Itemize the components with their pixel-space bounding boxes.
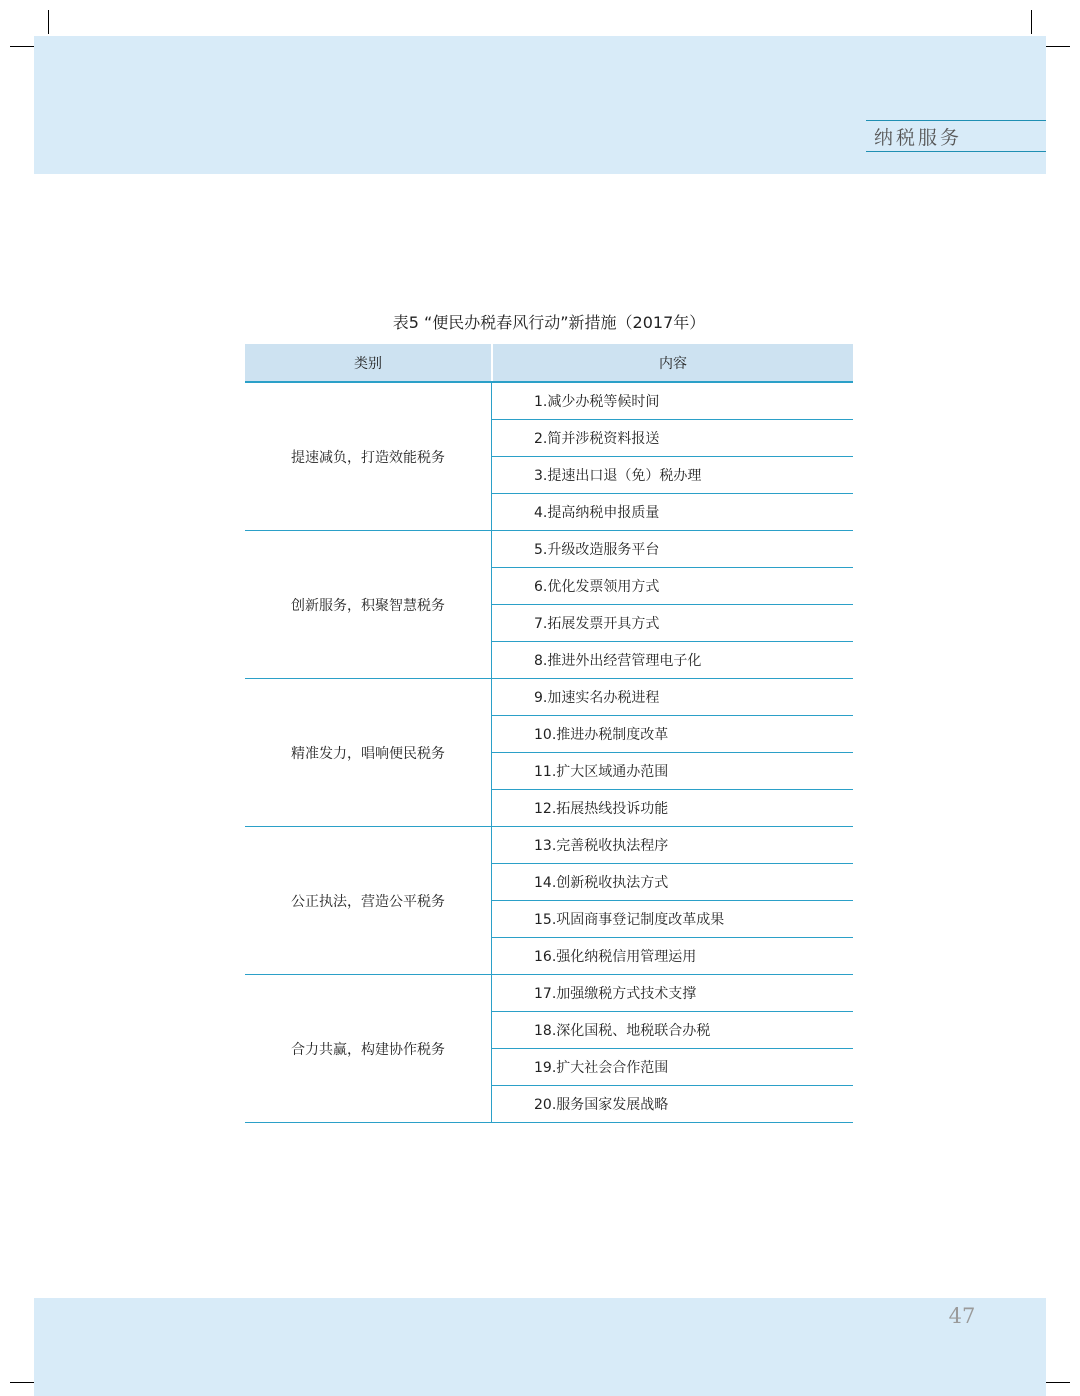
header-content: 内容 xyxy=(659,355,687,372)
crop-mark xyxy=(48,10,49,34)
content-list xyxy=(492,827,853,974)
page-number: 47 xyxy=(948,1304,976,1328)
content-item: 17.加强缴税方式技术支撑 xyxy=(492,975,853,1012)
crop-mark xyxy=(1044,1382,1070,1383)
footer-band xyxy=(34,1298,1046,1396)
content-item: 8.推进外出经营管理电子化 xyxy=(534,653,702,669)
category-cell: 提速减负，打造效能税务 xyxy=(245,383,492,530)
measures-table xyxy=(245,344,853,1123)
content-item: 9.加速实名办税进程 xyxy=(492,679,853,716)
crop-mark xyxy=(10,1382,36,1383)
category-cell: 创新服务，积聚智慧税务 xyxy=(245,531,492,678)
content-item: 11.扩大区域通办范围 xyxy=(492,753,853,790)
category-cell: 精准发力，唱响便民税务 xyxy=(245,679,492,826)
header-category: 类别 xyxy=(245,344,493,381)
category-cell: 公正执法，营造公平税务 xyxy=(245,827,492,974)
content-item: 20.服务国家发展战略 xyxy=(534,1097,669,1113)
content-item: 13.完善税收执法程序 xyxy=(492,827,853,864)
content-item: 3.提速出口退（免）税办理 xyxy=(492,457,853,494)
section-label: 纳税服务 xyxy=(866,120,1046,152)
crop-mark xyxy=(10,46,36,47)
table-group xyxy=(245,383,853,531)
content-item: 10.推进办税制度改革 xyxy=(492,716,853,753)
table-header-row xyxy=(245,344,853,383)
table-group xyxy=(245,827,853,975)
content-item: 7.拓展发票开具方式 xyxy=(492,605,853,642)
content-list xyxy=(492,975,853,1122)
content-item: 5.升级改造服务平台 xyxy=(492,531,853,568)
content-item: 15.巩固商事登记制度改革成果 xyxy=(492,901,853,938)
category-cell: 合力共赢，构建协作税务 xyxy=(245,975,492,1122)
table-body xyxy=(245,383,853,1123)
content-list xyxy=(492,383,853,530)
header-band xyxy=(34,36,1046,174)
content-item: 16.强化纳税信用管理运用 xyxy=(534,949,697,965)
table-title: 表5 “便民办税春风行动”新措施（2017年） xyxy=(392,313,706,332)
content-item: 6.优化发票领用方式 xyxy=(492,568,853,605)
content-item: 1.减少办税等候时间 xyxy=(492,383,853,420)
table-group xyxy=(245,531,853,679)
content-list xyxy=(492,531,853,678)
content-item: 2.简并涉税资料报送 xyxy=(492,420,853,457)
content-item: 4.提高纳税申报质量 xyxy=(534,505,660,521)
crop-mark xyxy=(1044,46,1070,47)
content-list xyxy=(492,679,853,826)
content-item: 12.拓展热线投诉功能 xyxy=(534,801,669,817)
content-item: 19.扩大社会合作范围 xyxy=(492,1049,853,1086)
content-item: 18.深化国税、地税联合办税 xyxy=(492,1012,853,1049)
crop-mark xyxy=(1031,10,1032,34)
table-group xyxy=(245,679,853,827)
content-item: 14.创新税收执法方式 xyxy=(492,864,853,901)
table-group xyxy=(245,975,853,1123)
